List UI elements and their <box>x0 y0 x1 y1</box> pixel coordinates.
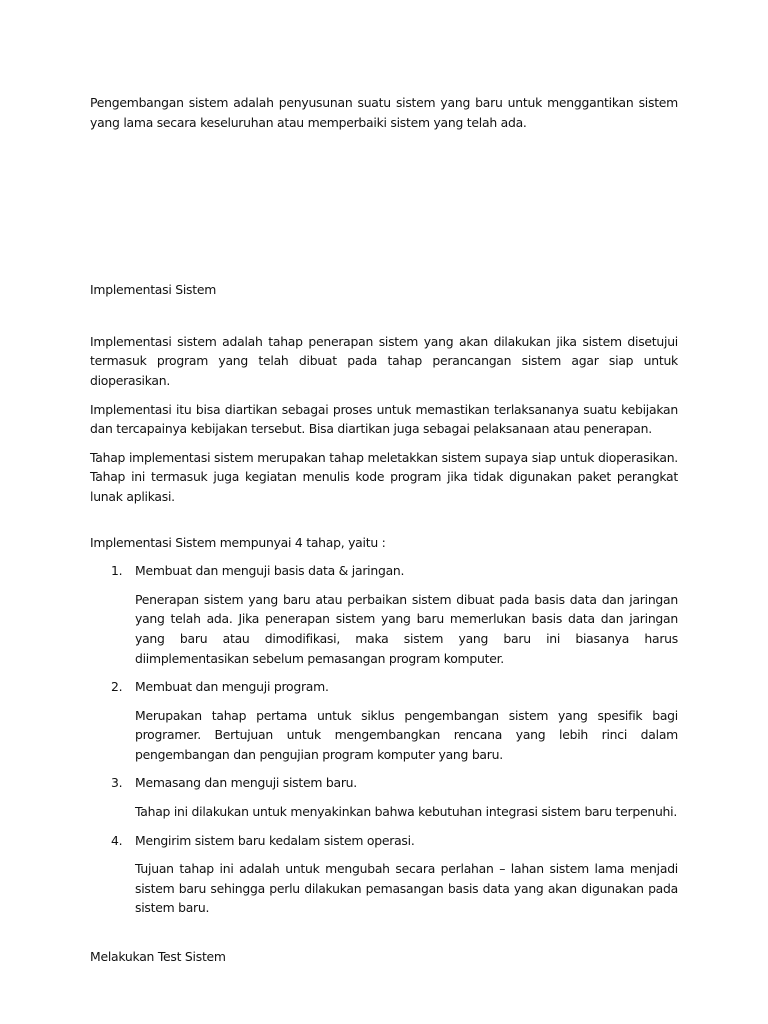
list-item-number: 2. <box>111 679 123 695</box>
list-item <box>90 677 678 764</box>
list-item-description: Tujuan tahap ini adalah untuk mengubah secara perlahan – lahan sistem lama menjadi sistem baru sehingga perlu dilakukan pemasangan basis data yang akan digunakan pada sistem baru. <box>135 861 678 916</box>
list-item-description: Merupakan tahap pertama untuk siklus pengembangan sistem yang spesifik bagi programer. Bertujuan untuk mengembangkan rencana yang lebih rinci dalam pengembangan dan pengujian program komputer yang baru. <box>135 707 678 762</box>
list-item-description: Tahap ini dilakukan untuk menyakinkan bahwa kebutuhan integrasi sistem baru terpenuhi. <box>135 804 678 820</box>
list-item-description: Penerapan sistem yang baru atau perbaikan sistem dibuat pada basis data dan jaringan yang telah ada. Jika penerapan sistem yang baru memerlukan basis data dan jaringan yang baru atau dimodifikasi, maka sistem yang baru ini biasanya harus diimplementasikan sebelum pemasangan program komputer. <box>135 591 678 666</box>
list-item <box>90 773 678 821</box>
closing-heading: Melakukan Test Sistem <box>90 949 226 965</box>
list-item-title: Membuat dan menguji basis data & jaringan. <box>135 563 405 579</box>
list-item-number: 4. <box>111 832 123 848</box>
list-item-title: Mengirim sistem baru kedalam sistem operasi. <box>135 832 415 848</box>
section-heading: Implementasi Sistem <box>90 282 217 298</box>
steps-list <box>90 561 678 918</box>
list-item-title: Memasang dan menguji sistem baru. <box>135 775 357 791</box>
list-item-title: Membuat dan menguji program. <box>135 679 329 695</box>
paragraph: Implementasi sistem adalah tahap penerapan sistem yang akan dilakukan jika sistem disetujui termasuk program yang telah dibuat pada tahap perancangan sistem agar siap untuk dioperasikan. <box>90 333 678 388</box>
document-body <box>90 93 678 967</box>
list-intro: Implementasi Sistem mempunyai 4 tahap, yaitu : <box>90 534 386 550</box>
intro-paragraph: Pengembangan sistem adalah penyusunan suatu sistem yang baru untuk menggantikan sistem yang lama secara keseluruhan atau memperbaiki sistem yang telah ada. <box>90 95 678 130</box>
paragraph: Implementasi itu bisa diartikan sebagai proses untuk memastikan terlaksananya suatu kebijakan dan tercapainya kebijakan tersebut. Bisa diartikan juga sebagai pelaksanaan atau penerapan. <box>90 401 678 437</box>
list-item <box>90 831 678 918</box>
list-item-number: 1. <box>111 563 123 579</box>
list-item <box>90 561 678 668</box>
list-item-number: 3. <box>111 775 123 791</box>
paragraph: Tahap implementasi sistem merupakan tahap meletakkan sistem supaya siap untuk dioperasikan. Tahap ini termasuk juga kegiatan menulis kode program jika tidak digunakan paket perangkat lunak aplikasi. <box>90 449 678 504</box>
